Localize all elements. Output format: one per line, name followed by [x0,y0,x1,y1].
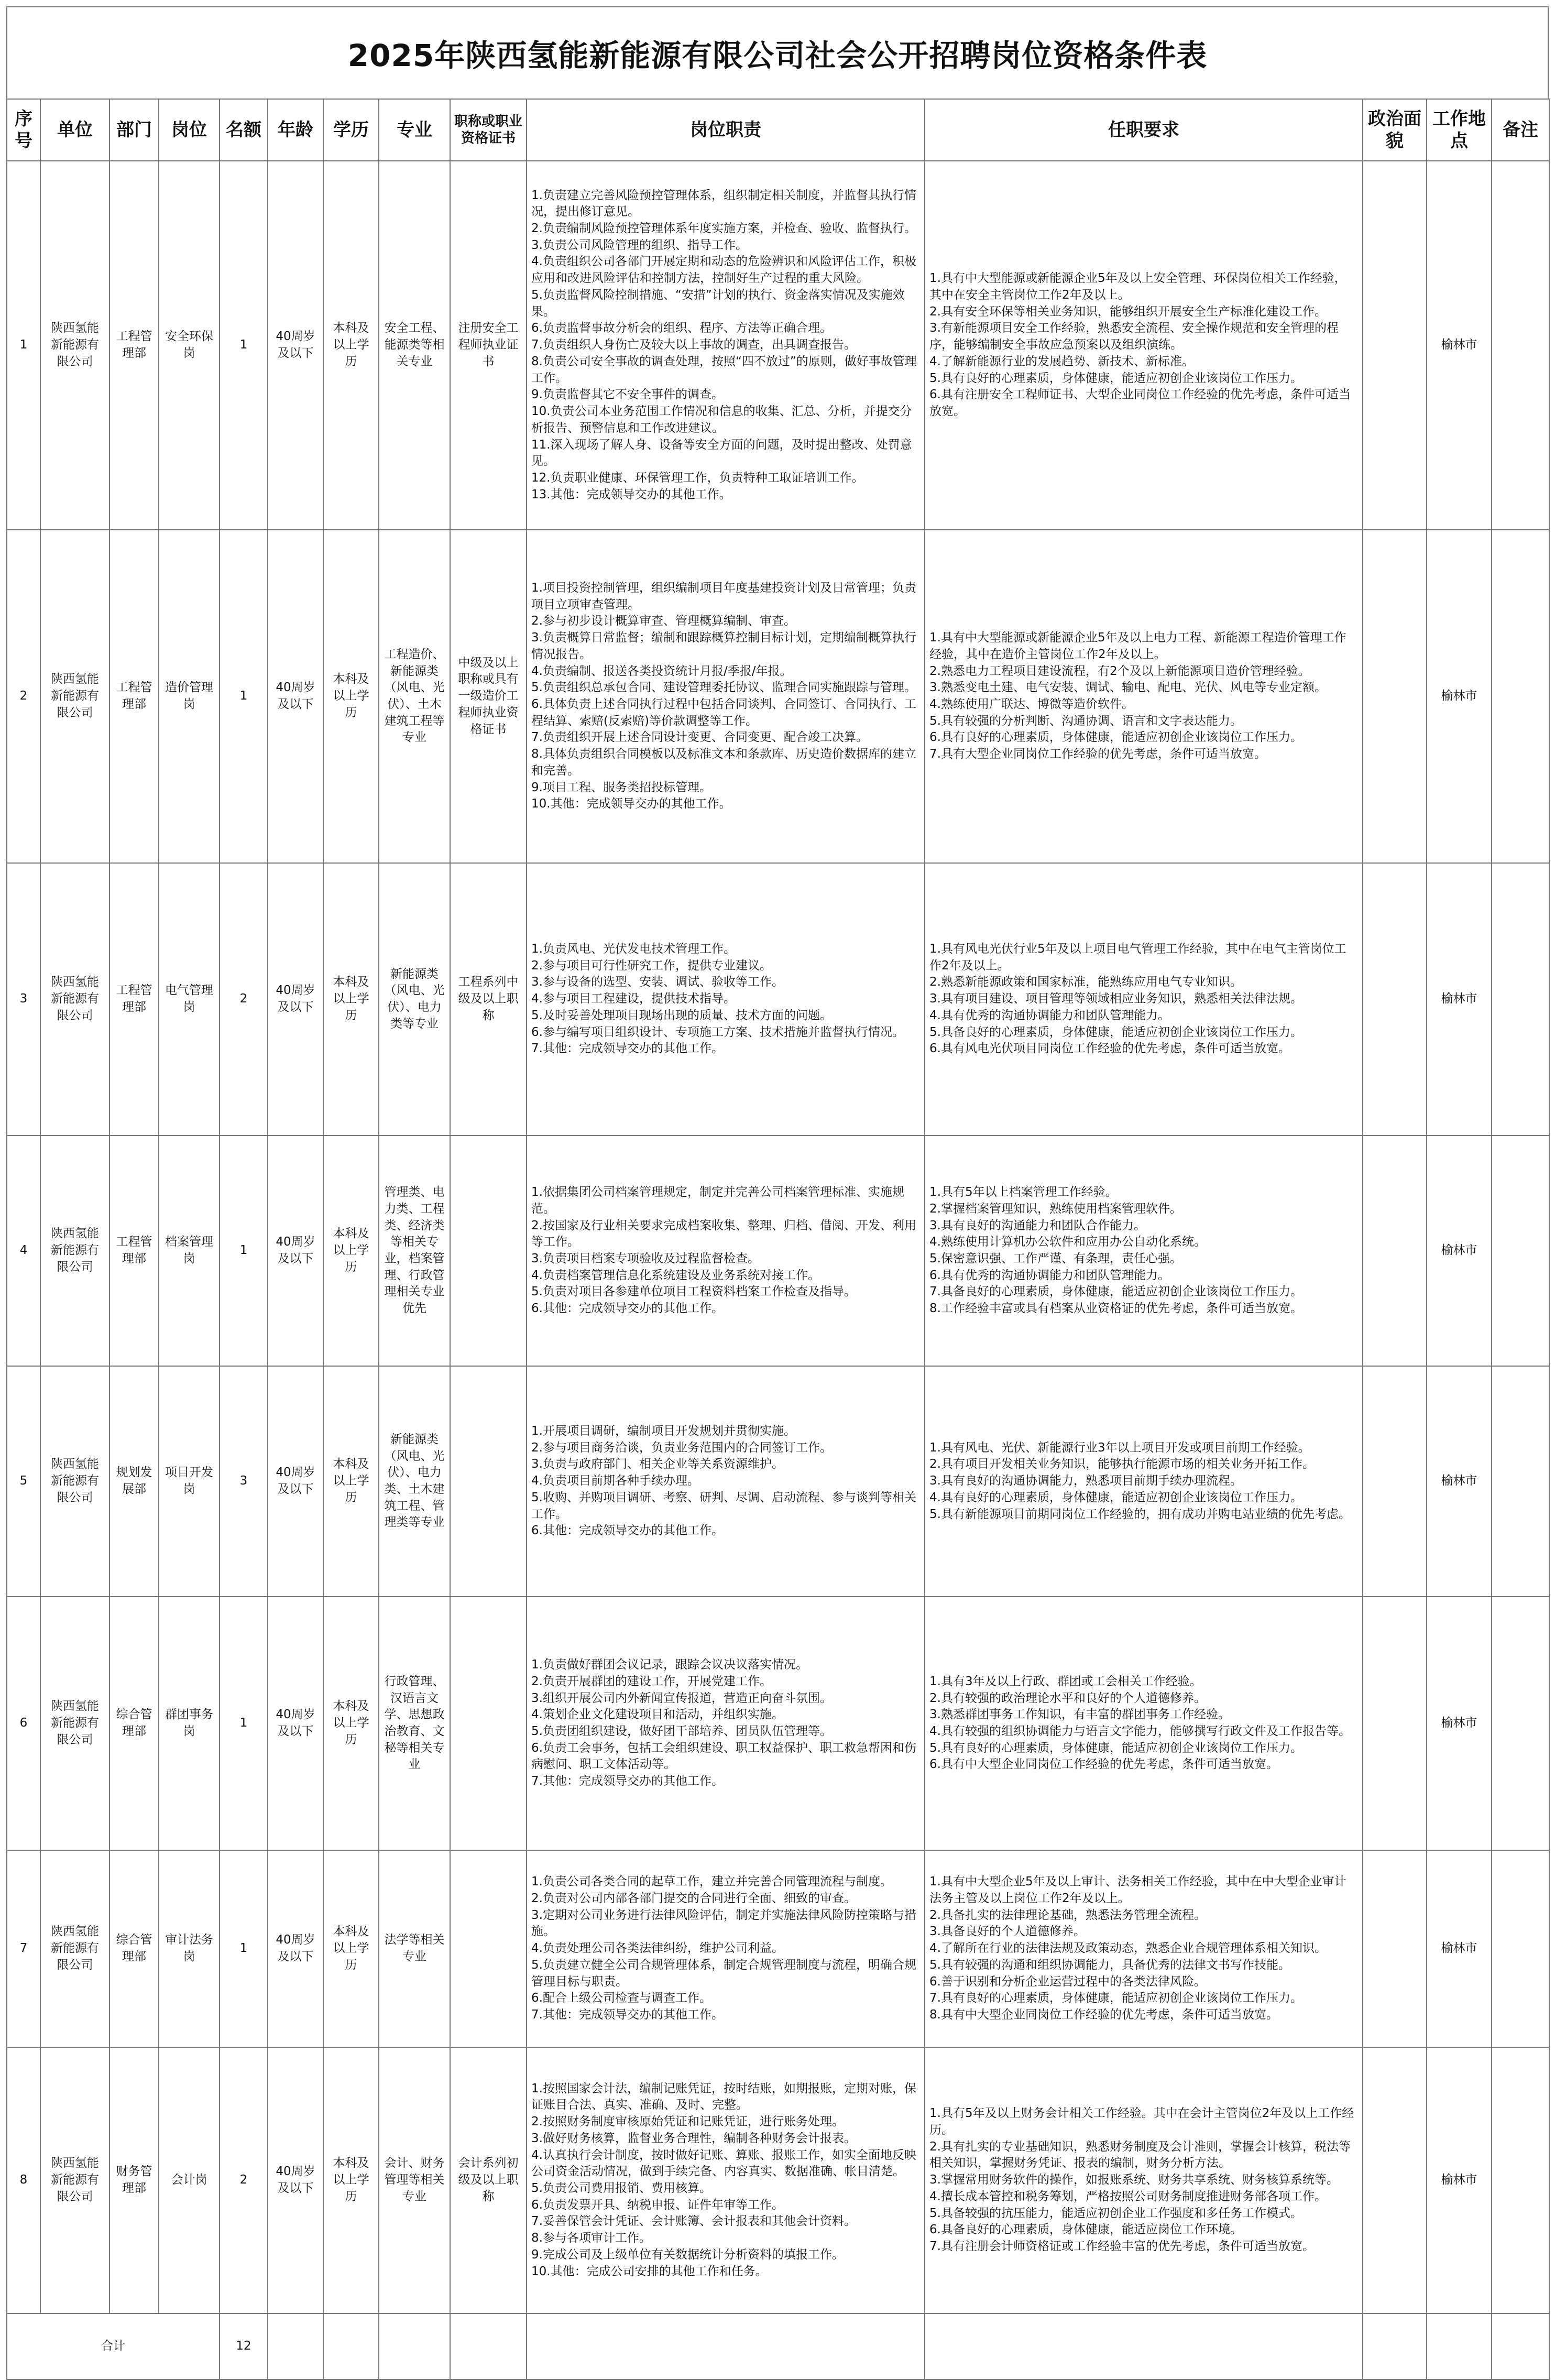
requirement-item: 5.具有较强的沟通和组织协调能力，具备优秀的法律文书写作技能。 [929,1958,1290,1972]
header-edu: 学历 [323,99,379,161]
duty-item: 2.负责开展群团的建设工作，开展党建工作。 [531,1674,772,1688]
cell-edu: 本科及以上学历 [323,530,379,863]
duty-item: 8.参与各项审计工作。 [531,2231,651,2245]
recruitment-table [6,99,1550,2380]
duty-item: 1.开展项目调研，编制项目开发规划并贯彻实施。 [531,1424,796,1438]
duty-item: 7.负责组织人身伤亡及较大以上事故的调查，出具调查报告。 [531,338,856,352]
duty-item: 1.负责风电、光伏发电技术管理工作。 [531,942,736,956]
cell-duties [527,530,925,863]
cell-remark [1492,2047,1549,2313]
header-reqs: 任职要求 [925,99,1363,161]
duty-item: 3.负责概算日常监督；编制和跟踪概算控制目标计划，定期编制概算执行情况报告。 [531,631,916,661]
cell-seq: 3 [7,863,40,1136]
duty-item: 3.定期对公司业务进行法律风险评估，制定并实施法律风险防控策略与措施。 [531,1908,916,1939]
header-unit: 单位 [40,99,109,161]
duty-item: 2.负责编制风险预控管理体系年度实施方案，并检查、验收、监督执行。 [531,221,916,235]
cell-cert [450,1597,527,1850]
cell-political [1363,1136,1427,1366]
cell-political [1363,161,1427,530]
requirement-item: 7.具有大型企业同岗位工作经验的优先考虑，条件可适当放宽。 [929,747,1266,761]
cell-reqs [925,1366,1363,1597]
duty-item: 1.负责做好群团会议记录，跟踪会议决议落实情况。 [531,1658,808,1672]
requirement-item: 6.具备良好的心理素质，身体健康，能适应岗位工作环境。 [929,2223,1242,2237]
duty-item: 12.负责职业健康、环保管理工作，负责特种工取证培训工作。 [531,471,864,485]
cell-dept: 规划发展部 [109,1366,159,1597]
cell-cert [450,1136,527,1366]
cell-post: 会计岗 [159,2047,220,2313]
duty-item: 4.负责处理公司各类法律纠纷，维护公司利益。 [531,1941,784,1956]
cell-location: 榆林市 [1427,1597,1492,1850]
cell-major: 管理类、电力类、工程类、经济类等相关专业，档案管理、行政管理相关专业优先 [379,1136,450,1366]
requirement-item: 1.具有5年及以上财务会计相关工作经验。其中在会计主管岗位2年及以上工作经历。 [929,2106,1354,2137]
cell-age: 40周岁及以下 [268,530,323,863]
duty-item: 3.负责项目档案专项验收及过程监督检查。 [531,1252,760,1265]
cell-unit: 陕西氢能新能源有限公司 [40,530,109,863]
cell-reqs [925,1597,1363,1850]
header-age: 年龄 [268,99,323,161]
cell-unit: 陕西氢能新能源有限公司 [40,1850,109,2047]
duty-item: 10.其他：完成领导交办的其他工作。 [531,797,731,811]
requirement-item: 6.具有优秀的沟通协调能力和团队管理能力。 [929,1268,1170,1282]
cell-unit: 陕西氢能新能源有限公司 [40,1136,109,1366]
requirement-item: 4.熟练使用计算机办公软件和应用办公自动化系统。 [929,1235,1206,1249]
cell-reqs [925,1850,1363,2047]
header-dept: 部门 [109,99,159,161]
header-quota: 名额 [220,99,268,161]
requirement-item: 5.具备良好的心理素质，身体健康，能适应初创企业该岗位工作压力。 [929,1025,1302,1039]
recruitment-sheet [6,6,1549,2362]
cell-major: 安全工程、能源类等相关专业 [379,161,450,530]
requirement-item: 2.具有项目开发相关业务知识，能够执行能源市场的相关业务开拓工作。 [929,1457,1315,1471]
requirement-item: 4.了解新能源行业的发展趋势、新技术、新标准。 [929,354,1194,368]
duty-item: 7.其他：完成领导交办的其他工作。 [531,1042,724,1056]
cell-duties [527,1136,925,1366]
requirement-item: 6.善于识别和分析企业运营过程中的各类法律风险。 [929,1974,1206,1989]
cell-dept: 工程管理部 [109,530,159,863]
cell-political [1363,530,1427,863]
duty-item: 2.按国家及行业相关要求完成档案收集、整理、归档、借阅、开发、利用等工作。 [531,1218,916,1249]
cell-seq: 2 [7,530,40,863]
cell-location: 榆林市 [1427,1850,1492,2047]
requirement-item: 4.熟练使用广联达、博微等造价软件。 [929,697,1134,711]
duty-item: 9.项目工程、服务类招投标管理。 [531,780,711,794]
duty-item: 5.负责组织总承包合同、建设管理委托协议、监理合同实施跟踪与管理。 [531,681,916,695]
cell-duties [527,1597,925,1850]
cell-major: 会计、财务管理等相关专业 [379,2047,450,2313]
cell-remark [1492,863,1549,1136]
duty-item: 3.负责公司风险管理的组织、指导工作。 [531,238,748,252]
cell-remark [1492,1597,1549,1850]
cell-location: 榆林市 [1427,530,1492,863]
table-row [7,1136,1549,1366]
cell-major: 新能源类（风电、光伏）、电力类等专业 [379,863,450,1136]
cell-edu: 本科及以上学历 [323,863,379,1136]
duty-item: 1.依据集团公司档案管理规定，制定并完善公司档案管理标准、实施规范。 [531,1185,904,1216]
duty-item: 6.负责监督事故分析会的组织、程序、方法等正确合理。 [531,321,832,335]
total-label: 合计 [7,2313,220,2379]
empty-cell [323,2313,379,2379]
duty-item: 11.深入现场了解人身、设备等安全方面的问题，及时提出整改、处罚意见。 [531,438,912,468]
requirement-item: 4.具有优秀的沟通协调能力和团队管理能力。 [929,1008,1170,1022]
cell-unit: 陕西氢能新能源有限公司 [40,1366,109,1597]
duty-item: 3.组织开展公司内外新闻宣传报道，营造正向奋斗氛围。 [531,1691,832,1705]
cell-duties [527,2047,925,2313]
header-seq: 序号 [7,99,40,161]
duty-item: 6.配合上级公司检查与调查工作。 [531,1991,711,2005]
requirement-item: 4.擅长成本管控和税务筹划，严格按照公司财务制度推进财务部各项工作。 [929,2189,1327,2203]
cell-edu: 本科及以上学历 [323,161,379,530]
cell-seq: 5 [7,1366,40,1597]
cell-age: 40周岁及以下 [268,2047,323,2313]
empty-cell [1492,2313,1549,2379]
requirement-item: 1.具有3年及以上行政、群团或工会相关工作经验。 [929,1674,1202,1688]
cell-age: 40周岁及以下 [268,1366,323,1597]
header-post: 岗位 [159,99,220,161]
cell-seq: 6 [7,1597,40,1850]
cell-unit: 陕西氢能新能源有限公司 [40,1597,109,1850]
duty-item: 3.做好财务核算，监督业务合理性，编制各种财务会计报表。 [531,2131,856,2145]
requirement-item: 1.具有5年以上档案管理工作经验。 [929,1185,1118,1199]
duty-item: 2.按照财务制度审核原始凭证和记账凭证，进行账务处理。 [531,2115,844,2129]
table-header-row [7,99,1549,161]
duty-item: 5.负责对项目各参建单位项目工程资料档案工作检查及指导。 [531,1285,856,1299]
cell-remark [1492,1136,1549,1366]
requirement-item: 5.具备较强的抗压能力，能适应初创企业工作强度和多任务工作模式。 [929,2206,1302,2220]
cell-cert [450,1850,527,2047]
cell-unit: 陕西氢能新能源有限公司 [40,161,109,530]
cell-political [1363,1597,1427,1850]
cell-edu: 本科及以上学历 [323,1597,379,1850]
header-location: 工作地点 [1427,99,1492,161]
empty-cell [1427,2313,1492,2379]
duty-item: 2.参与项目可行性研究工作，提供专业建议。 [531,958,772,973]
duty-item: 4.负责编制、报送各类投资统计月报/季报/年报。 [531,664,792,678]
duty-item: 7.负责组织开展上述合同设计变更、合同变更、配合竣工决算。 [531,730,868,745]
cell-remark [1492,1366,1549,1597]
table-row [7,1366,1549,1597]
requirement-item: 5.具有新能源项目前期同岗位工作经验的，拥有成功并购电站业绩的优先考虑。 [929,1507,1351,1521]
requirement-item: 3.具有项目建设、项目管理等领域相应业务知识，熟悉相关法律法规。 [929,992,1302,1006]
duty-item: 2.负责对公司内部各部门提交的合同进行全面、细致的审查。 [531,1891,856,1905]
cell-reqs [925,1136,1363,1366]
table-row [7,2047,1549,2313]
page-title: 2025年陕西氢能新能源有限公司社会公开招聘岗位资格条件表 [6,6,1549,99]
requirement-item: 3.具备良好的个人道德修养。 [929,1925,1086,1939]
requirement-item: 1.具有中大型能源或新能源企业5年及以上安全管理、环保岗位相关工作经验，其中在安全主管岗位工作2年及以上。 [929,271,1346,302]
cell-cert: 工程系列中级及以上职称 [450,863,527,1136]
duty-item: 1.负责建立完善风险预控管理体系，组织制定相关制度，并监督其执行情况，提出修订意见。 [531,188,916,219]
requirement-item: 1.具有风电光伏行业5年及以上项目电气管理工作经验，其中在电气主管岗位工作2年及以上。 [929,942,1346,973]
duty-item: 6.负责发票开具、纳税申报、证件年审等工作。 [531,2198,784,2212]
cell-quota: 2 [220,863,268,1136]
requirement-item: 3.有新能源项目安全工作经验，熟悉安全流程、安全操作规范和安全管理的程序，能够编制安全事故应急预案以及组织演练。 [929,321,1339,352]
cell-major: 法学等相关专业 [379,1850,450,2047]
duty-item: 5.负责建立健全公司合规管理体系，制定合规管理制度与流程，明确合规管理目标与职责。 [531,1958,916,1989]
cell-post: 群团事务岗 [159,1597,220,1850]
empty-cell [1363,2313,1427,2379]
cell-quota: 3 [220,1366,268,1597]
cell-duties [527,1366,925,1597]
cell-post: 电气管理岗 [159,863,220,1136]
header-cert: 职称或职业资格证书 [450,99,527,161]
table-row [7,161,1549,530]
requirement-item: 3.具有良好的沟通能力和团队合作能力。 [929,1218,1146,1232]
cell-age: 40周岁及以下 [268,1850,323,2047]
requirement-item: 5.具有较强的分析判断、沟通协调、语言和文字表达能力。 [929,714,1242,728]
cell-dept: 工程管理部 [109,863,159,1136]
duty-item: 4.策划企业文化建设项目和活动，并组织实施。 [531,1708,784,1722]
cell-reqs [925,863,1363,1136]
duty-item: 10.负责公司本业务范围工作情况和信息的收集、汇总、分析，并提交分析报告、预警信息和工作改进建议。 [531,405,912,435]
cell-cert: 会计系列初级及以上职称 [450,2047,527,2313]
cell-reqs [925,530,1363,863]
empty-cell [268,2313,323,2379]
empty-cell [450,2313,527,2379]
duty-item: 1.按照国家会计法，编制记账凭证，按时结账，如期报账，定期对账，保证账目合法、真实、准确、及时、完整。 [531,2081,916,2112]
requirement-item: 4.具有良好的心理素质，身体健康，能适应初创企业该岗位工作压力。 [929,1490,1302,1504]
total-quota: 12 [220,2313,268,2379]
requirement-item: 4.具有较强的组织协调能力与语言文字能力，能够撰写行政文件及工作报告等。 [929,1724,1351,1738]
requirement-item: 7.具备良好的心理素质，身体健康，能适应初创企业该岗位工作压力。 [929,1285,1302,1299]
header-major: 专业 [379,99,450,161]
requirement-item: 2.具有安全环保等相关业务知识，能够组织开展安全生产标准化建设工作。 [929,304,1327,319]
duty-item: 3.参与设备的选型、安装、调试、验收等工作。 [531,975,784,989]
cell-age: 40周岁及以下 [268,161,323,530]
cell-edu: 本科及以上学历 [323,2047,379,2313]
requirement-item: 5.保密意识强、工作严谨、有条理，责任心强。 [929,1252,1182,1265]
cell-major: 工程造价、新能源类（风电、光伏）、土木建筑工程等专业 [379,530,450,863]
duty-item: 6.具体负责上述合同执行过程中包括合同谈判、合同签订、合同执行、工程结算、索赔(反索赔)等价款调整等工作。 [531,697,916,728]
requirement-item: 3.具有良好的沟通协调能力，熟悉项目前期手续办理流程。 [929,1474,1242,1488]
duty-item: 4.负责项目前期各种手续办理。 [531,1474,699,1488]
cell-location: 榆林市 [1427,863,1492,1136]
requirement-item: 2.熟悉电力工程项目建设流程，有2个及以上新能源项目造价管理经验。 [929,664,1310,678]
requirement-item: 5.具有良好的心理素质，身体健康，能适应初创企业该岗位工作压力。 [929,1741,1302,1755]
cell-political [1363,1850,1427,2047]
table-row [7,1850,1549,2047]
cell-duties [527,863,925,1136]
duty-item: 4.负责组织公司各部门开展定期和动态的危险辨识和风险评估工作，积极应用和改进风险评估和控制方法，控制好生产过程的重大风险。 [531,255,916,286]
empty-cell [925,2313,1363,2379]
duty-item: 8.负责公司安全事故的调查处理，按照“四不放过”的原则，做好事故管理工作。 [531,354,917,385]
requirement-item: 6.具有中大型企业同岗位工作经验的优先考虑，条件可适当放宽。 [929,1757,1278,1772]
duty-item: 7.其他：完成领导交办的其他工作。 [531,1774,724,1788]
duty-item: 2.参与项目商务洽谈，负责业务范围内的合同签订工作。 [531,1440,832,1455]
cell-post: 安全环保岗 [159,161,220,530]
duty-item: 5.收购、并购项目调研、考察、研判、尽调、启动流程、参与谈判等相关工作。 [531,1490,916,1521]
cell-quota: 1 [220,1597,268,1850]
duty-item: 5.及时妥善处理项目现场出现的质量、技术方面的问题。 [531,1008,832,1022]
cell-dept: 综合管理部 [109,1597,159,1850]
cell-remark [1492,530,1549,863]
requirement-item: 1.具有风电、光伏、新能源行业3年以上项目开发或项目前期工作经验。 [929,1440,1310,1455]
cell-reqs [925,2047,1363,2313]
cell-dept: 工程管理部 [109,1136,159,1366]
cell-duties [527,1850,925,2047]
requirement-item: 2.具备扎实的法律理论基础，熟悉法务管理全流程。 [929,1908,1206,1922]
duty-item: 2.参与初步设计概算审查、管理概算编制、审查。 [531,614,796,628]
duty-item: 1.项目投资控制管理，组织编制项目年度基建投资计划及日常管理；负责项目立项审查管理。 [531,581,916,612]
duty-item: 8.具体负责组织合同模板以及标准文本和条款库、历史造价数据库的建立和完善。 [531,747,916,778]
requirement-item: 8.工作经验丰富或具有档案从业资格证的优先考虑，条件可适当放宽。 [929,1302,1302,1316]
duty-item: 9.负责监督其它不安全事件的调查。 [531,388,724,402]
cell-age: 40周岁及以下 [268,863,323,1136]
cell-cert [450,1366,527,1597]
cell-cert: 中级及以上职称或具有一级造价工程师执业资格证书 [450,530,527,863]
requirement-item: 2.熟悉新能源政策和国家标准，能熟练应用电气专业知识。 [929,975,1242,989]
header-remark: 备注 [1492,99,1549,161]
cell-remark [1492,1850,1549,2047]
cell-major: 行政管理、汉语言文学、思想政治教育、文秘等相关专业 [379,1597,450,1850]
duty-item: 4.参与项目工程建设，提供技术指导。 [531,992,736,1006]
requirement-item: 3.熟悉群团事务工作知识，有丰富的群团事务工作经验。 [929,1708,1230,1722]
cell-edu: 本科及以上学历 [323,1136,379,1366]
cell-post: 档案管理岗 [159,1136,220,1366]
requirement-item: 6.具有注册安全工程师证书、大型企业同岗位工作经验的优先考虑，条件可适当放宽。 [929,388,1351,419]
cell-dept: 财务管理部 [109,2047,159,2313]
cell-seq: 4 [7,1136,40,1366]
cell-duties [527,161,925,530]
cell-seq: 7 [7,1850,40,2047]
table-row [7,1597,1549,1850]
table-row [7,863,1549,1136]
cell-unit: 陕西氢能新能源有限公司 [40,2047,109,2313]
duty-item: 4.负责档案管理信息化系统建设及业务系统对接工作。 [531,1268,820,1282]
cell-location: 榆林市 [1427,1136,1492,1366]
cell-dept: 工程管理部 [109,161,159,530]
cell-age: 40周岁及以下 [268,1597,323,1850]
header-duties: 岗位职责 [527,99,925,161]
requirement-item: 2.具有较强的政治理论水平和良好的个人道德修养。 [929,1691,1206,1705]
cell-seq: 1 [7,161,40,530]
cell-quota: 1 [220,530,268,863]
duty-item: 6.其他：完成领导交办的其他工作。 [531,1302,724,1316]
duty-item: 5.负责团组织建设，做好团干部培养、团员队伍管理等。 [531,1724,832,1738]
requirement-item: 7.具有良好的心理素质，身体健康，能适应初创企业该岗位工作压力。 [929,1991,1302,2005]
duty-item: 1.负责公司各类合同的起草工作，建立并完善合同管理流程与制度。 [531,1875,892,1889]
requirement-item: 3.掌握常用财务软件的操作，如报账系统、财务共享系统、财务核算系统等。 [929,2173,1339,2187]
duty-item: 5.负责公司费用报销、费用核算。 [531,2181,711,2195]
duty-item: 9.完成公司及上级单位有关数据统计分析资料的填报工作。 [531,2247,844,2262]
cell-political [1363,863,1427,1136]
empty-cell [527,2313,925,2379]
duty-item: 10.其他：完成公司安排的其他工作和任务。 [531,2264,768,2278]
empty-cell [379,2313,450,2379]
cell-unit: 陕西氢能新能源有限公司 [40,863,109,1136]
duty-item: 4.认真执行会计制度，按时做好记账、算账、报账工作，如实全面地反映公司资金活动情况，做到手续完备、内容真实、数据准确、帐目清楚。 [531,2148,916,2179]
requirement-item: 2.具有扎实的专业基础知识，熟悉财务制度及会计准则，掌握会计核算，税法等相关知识，掌握财务凭证、报表的编制，财务分析方法。 [929,2139,1351,2170]
cell-quota: 1 [220,1850,268,2047]
duty-item: 5.负责监督风险控制措施、“安措”计划的执行、资金落实情况及实施效果。 [531,288,905,319]
duty-item: 6.负责工会事务，包括工会组织建设、职工权益保护、职工救急帮困和伤病慰问、职工文体活动等。 [531,1741,916,1772]
requirement-item: 3.熟悉变电土建、电气安装、调试、输电、配电、光伏、风电等专业定额。 [929,681,1327,695]
total-row [7,2313,1549,2379]
cell-post: 项目开发岗 [159,1366,220,1597]
cell-location: 榆林市 [1427,2047,1492,2313]
requirement-item: 1.具有中大型企业5年及以上审计、法务相关工作经验，其中在中大型企业审计法务主管及以上岗位工作2年及以上。 [929,1875,1346,1905]
cell-major: 新能源类（风电、光伏）、电力类、土木建筑工程、管理类等专业 [379,1366,450,1597]
duty-item: 7.其他：完成领导交办的其他工作。 [531,2008,724,2022]
cell-location: 榆林市 [1427,161,1492,530]
cell-age: 40周岁及以下 [268,1136,323,1366]
cell-quota: 1 [220,1136,268,1366]
cell-post: 审计法务岗 [159,1850,220,2047]
cell-quota: 2 [220,2047,268,2313]
header-political: 政治面貌 [1363,99,1427,161]
requirement-item: 1.具有中大型能源或新能源企业5年及以上电力工程、新能源工程造价管理工作经验，其中在造价主管岗位工作2年及以上。 [929,631,1346,661]
requirement-item: 6.具有良好的心理素质，身体健康，能适应初创企业该岗位工作压力。 [929,730,1302,745]
requirement-item: 2.掌握档案管理知识，熟练使用档案管理软件。 [929,1202,1182,1216]
cell-location: 榆林市 [1427,1366,1492,1597]
table-row [7,530,1549,863]
cell-seq: 8 [7,2047,40,2313]
duty-item: 7.妥善保管会计凭证、会计账簿、会计报表和其他会计资料。 [531,2214,856,2229]
cell-political [1363,1366,1427,1597]
cell-dept: 综合管理部 [109,1850,159,2047]
requirement-item: 8.具有中大型企业同岗位工作经验的优先考虑，条件可适当放宽。 [929,2008,1278,2022]
cell-post: 造价管理岗 [159,530,220,863]
cell-quota: 1 [220,161,268,530]
cell-cert: 注册安全工程师执业证书 [450,161,527,530]
duty-item: 13.其他：完成领导交办的其他工作。 [531,487,731,501]
requirement-item: 7.具有注册会计师资格证或工作经验丰富的优先考虑，条件可适当放宽。 [929,2240,1315,2254]
cell-remark [1492,161,1549,530]
requirement-item: 4.了解所在行业的法律法规及政策动态，熟悉企业合规管理体系相关知识。 [929,1941,1327,1956]
requirement-item: 6.具有风电光伏项目同岗位工作经验的优先考虑，条件可适当放宽。 [929,1042,1290,1056]
cell-edu: 本科及以上学历 [323,1850,379,2047]
duty-item: 6.参与编写项目组织设计、专项施工方案、技术措施并监督执行情况。 [531,1025,904,1039]
cell-edu: 本科及以上学历 [323,1366,379,1597]
cell-political [1363,2047,1427,2313]
cell-reqs [925,161,1363,530]
requirement-item: 5.具有良好的心理素质，身体健康，能适应初创企业该岗位工作压力。 [929,371,1302,385]
duty-item: 6.其他：完成领导交办的其他工作。 [531,1524,724,1538]
duty-item: 3.负责与政府部门、相关企业等关系资源维护。 [531,1457,784,1471]
